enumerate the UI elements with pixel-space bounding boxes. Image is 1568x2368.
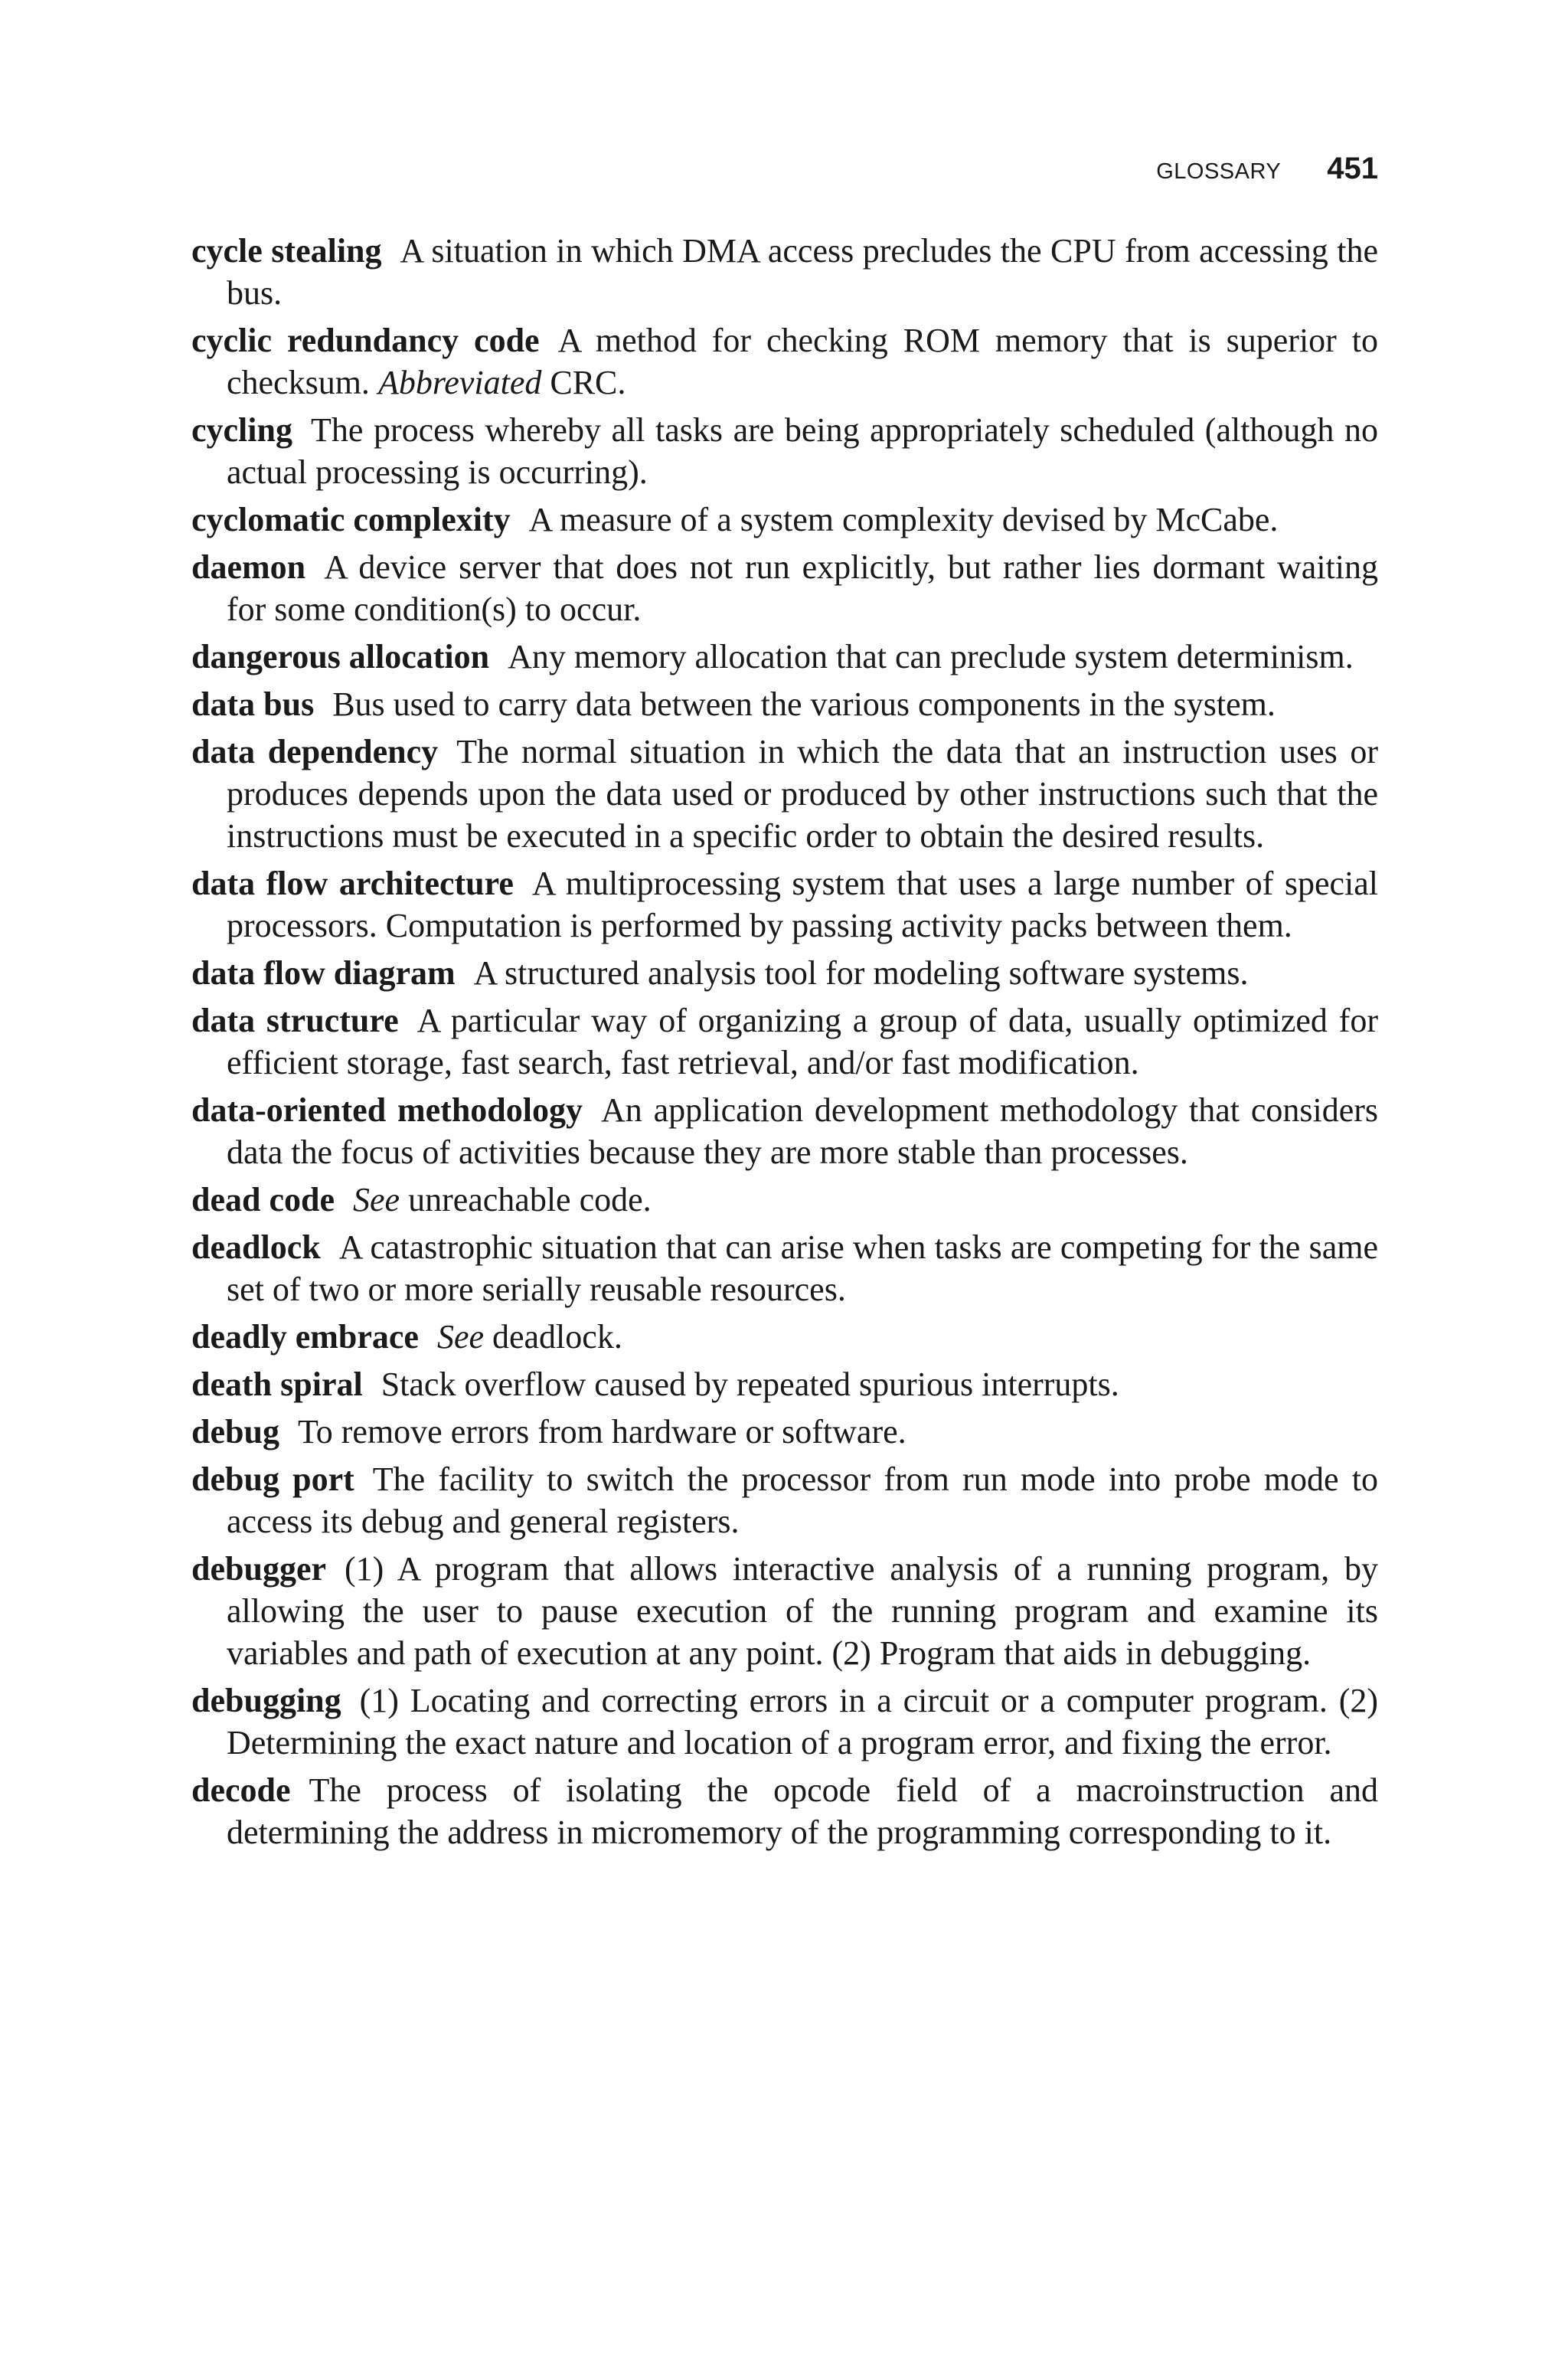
glossary-entry [191, 1680, 1378, 1764]
entry-term: debugger [191, 1550, 326, 1588]
glossary-entry [191, 683, 1378, 725]
entry-definition: A device server that does not run explicitly, but rather lies dormant waiting for some condition(s) to occur. [227, 548, 1378, 628]
glossary-entry [191, 1411, 1378, 1453]
entry-definition: A measure of a system complexity devised by McCabe. [528, 501, 1279, 538]
entry-definition: The process whereby all tasks are being appropriately scheduled (although no actual processing is occurring). [227, 411, 1378, 491]
entry-definition: (1) Locating and correcting errors in a circuit or a computer program. (2) Determining the exact nature and location of a program error, and fixing the error. [227, 1682, 1378, 1761]
entry-term: dangerous allocation [191, 638, 490, 675]
entry-term: data structure [191, 1002, 399, 1039]
glossary-entries [191, 230, 1378, 1859]
entry-term: data-oriented methodology [191, 1091, 583, 1129]
entry-italic: See [353, 1181, 400, 1218]
glossary-entry [191, 1179, 1378, 1221]
glossary-entry [191, 1089, 1378, 1173]
glossary-entry [191, 731, 1378, 857]
entry-definition-tail: CRC. [541, 364, 626, 401]
entry-term: deadly embrace [191, 1318, 419, 1356]
entry-definition: A multiprocessing system that uses a large number of special processors. Computation is performed by passing activity packs between them. [227, 865, 1378, 944]
section-label: GLOSSARY [1156, 159, 1282, 184]
glossary-entry [191, 999, 1378, 1084]
entry-term: dead code [191, 1181, 335, 1218]
entry-definition: (1) A program that allows interactive analysis of a running program, by allowing the user to pause execution of the running program and examine its variables and path of execution at any point. (2) Program that aids in debugging. [227, 1550, 1378, 1672]
entry-definition: Stack overflow caused by repeated spurious interrupts. [381, 1366, 1119, 1403]
glossary-entry [191, 230, 1378, 314]
running-head [1156, 152, 1378, 186]
entry-term: debugging [191, 1682, 341, 1719]
glossary-entry [191, 636, 1378, 678]
entry-term: cycling [191, 411, 292, 449]
entry-term: decode [191, 1771, 291, 1809]
entry-term: daemon [191, 548, 306, 586]
entry-term: deadlock [191, 1228, 321, 1266]
entry-definition: unreachable code. [400, 1181, 652, 1218]
entry-term: debug [191, 1413, 279, 1451]
entry-definition: A method for checking ROM memory that is superior to checksum. [227, 322, 1378, 401]
glossary-entry [191, 409, 1378, 493]
entry-definition: The facility to switch the processor from run mode into probe mode to access its debug and general registers. [227, 1460, 1378, 1540]
entry-term: death spiral [191, 1366, 363, 1403]
page-number: 451 [1327, 152, 1378, 185]
entry-definition: deadlock. [484, 1318, 622, 1356]
entry-definition: The process of isolating the opcode field of a macroinstruction and determining the address in micromemory of the programming corresponding to it. [227, 1771, 1378, 1851]
entry-italic: Abbreviated [377, 364, 542, 401]
entry-term: cycle stealing [191, 232, 382, 270]
glossary-entry [191, 1769, 1378, 1853]
entry-term: data bus [191, 685, 315, 723]
entry-definition: A situation in which DMA access precludes the CPU from accessing the bus. [227, 232, 1378, 312]
entry-term: cyclic redundancy code [191, 322, 540, 359]
entry-definition: An application development methodology that considers data the focus of activities because they are more stable than processes. [227, 1091, 1379, 1171]
entry-definition: Any memory allocation that can preclude system determinism. [508, 638, 1354, 675]
entry-term: cyclomatic complexity [191, 501, 511, 538]
glossary-entry [191, 319, 1378, 404]
glossary-entry [191, 1316, 1378, 1358]
glossary-entry [191, 499, 1378, 541]
glossary-entry [191, 1226, 1378, 1310]
entry-term: data dependency [191, 733, 439, 770]
entry-term: data flow diagram [191, 954, 456, 992]
entry-definition: Bus used to carry data between the various components in the system. [332, 685, 1276, 723]
entry-definition: To remove errors from hardware or software. [297, 1413, 906, 1451]
entry-italic: See [436, 1318, 484, 1356]
glossary-entry [191, 862, 1378, 947]
glossary-entry [191, 1548, 1378, 1674]
glossary-entry [191, 1363, 1378, 1405]
entry-definition: A structured analysis tool for modeling software systems. [473, 954, 1249, 992]
glossary-entry [191, 546, 1378, 630]
entry-definition: A catastrophic situation that can arise when tasks are competing for the same set of two or more serially reusable resources. [227, 1228, 1378, 1308]
entry-definition: The normal situation in which the data that an instruction uses or produces depends upon the data used or produced by other instructions such that the instructions must be executed in a specific order to obtain the desired results. [227, 733, 1378, 855]
glossary-entry [191, 1458, 1378, 1542]
entry-term: debug port [191, 1460, 354, 1498]
glossary-entry [191, 952, 1378, 994]
entry-term: data flow architecture [191, 865, 514, 902]
entry-definition: A particular way of organizing a group of data, usually optimized for efficient storage, fast search, fast retrieval, and/or fast modification. [227, 1002, 1378, 1081]
